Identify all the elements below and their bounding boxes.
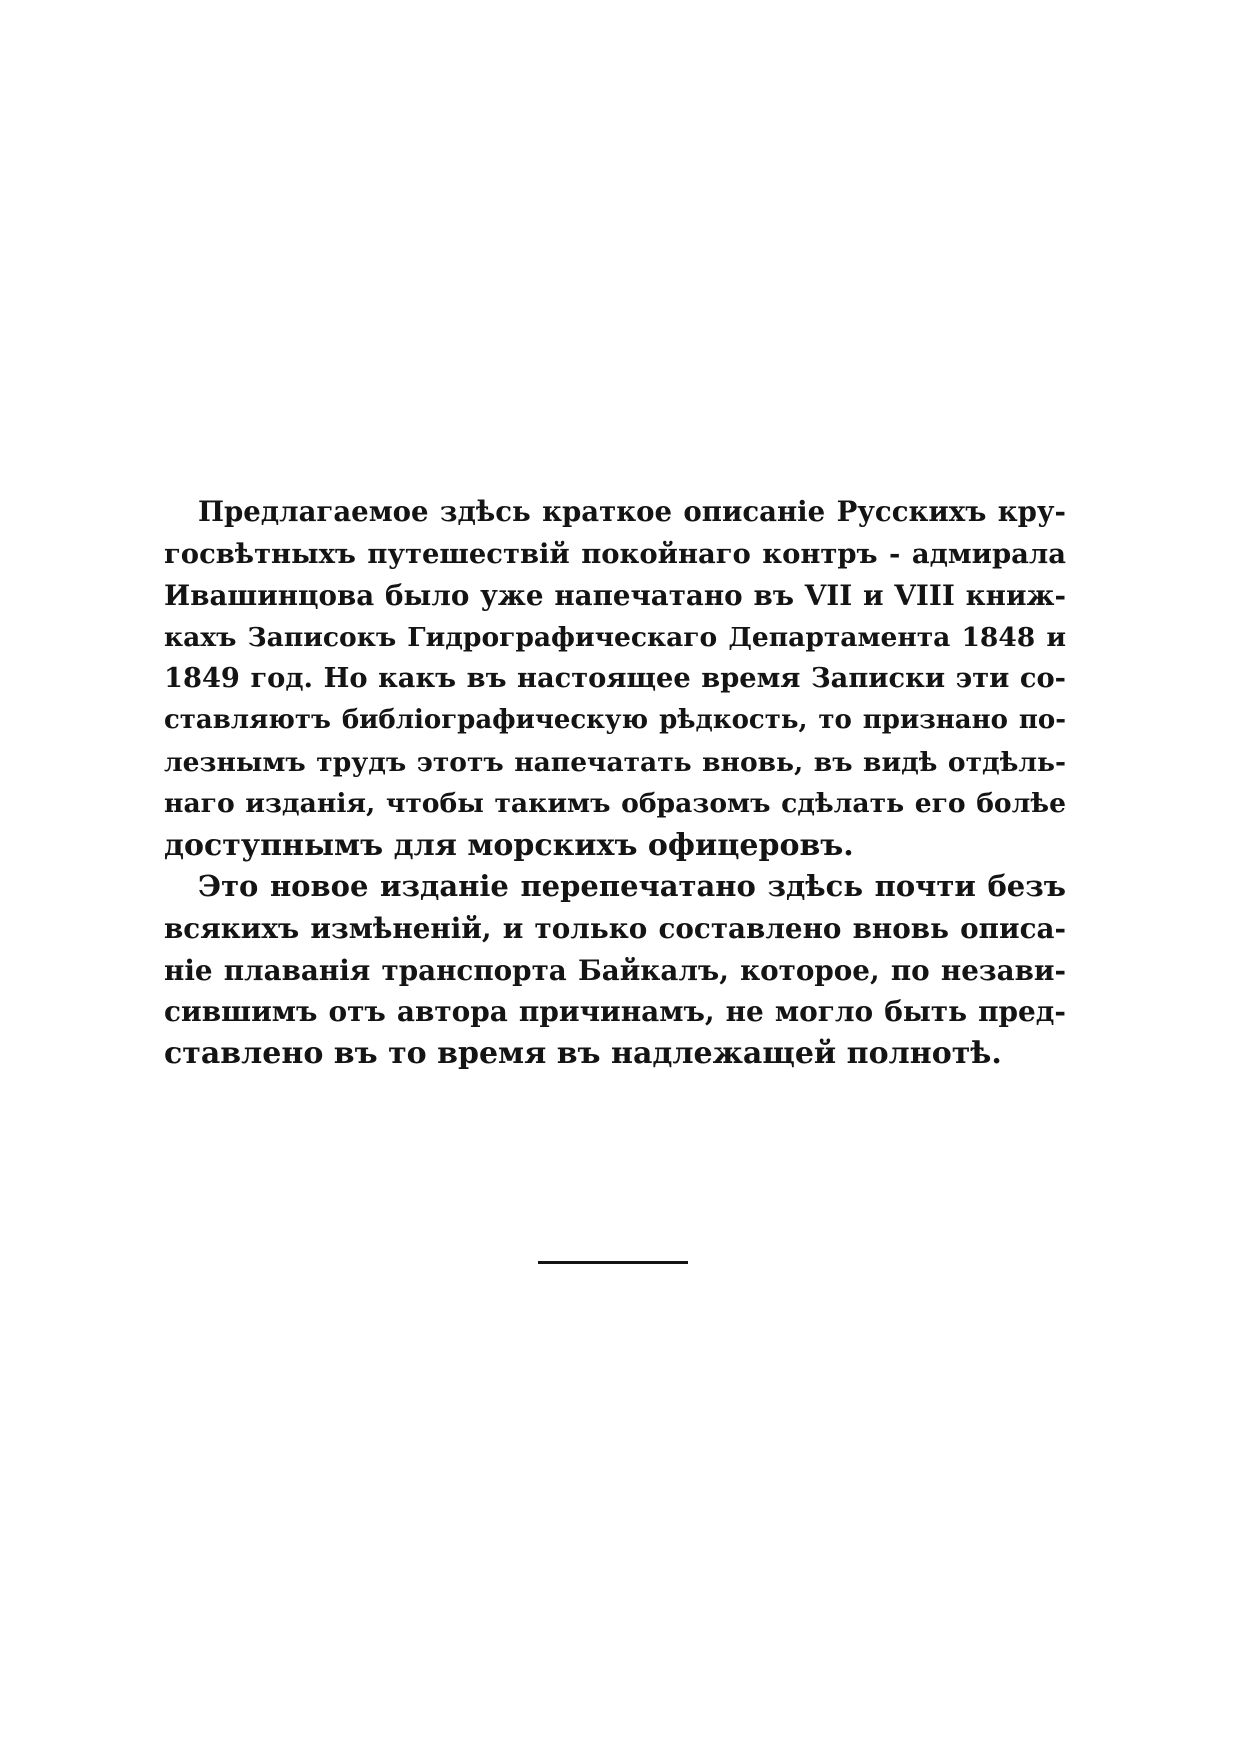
- text-line: ставлено въ то время въ надлежащей полнотѣ.: [164, 1035, 1002, 1071]
- text-line: госвѣтныхъ путешествій покойнаго контръ - адмирала: [164, 537, 1066, 570]
- text-line: сившимъ отъ автора причинамъ, не могло быть пред-: [164, 995, 1066, 1029]
- paragraph-2: [164, 866, 1066, 1074]
- text-line: ніе плаванія транспорта Байкалъ, которое, по незави-: [164, 953, 1066, 987]
- text-line: ставляютъ библіографическую рѣдкость, то признано по-: [164, 704, 1066, 735]
- text-line: 1849 год. Но какъ въ настоящее время Записки эти со-: [164, 662, 1066, 695]
- paragraph-1: [164, 492, 1066, 866]
- text-line: лезнымъ трудъ этотъ напечатать вновь, въ видѣ отдѣль-: [164, 746, 1066, 778]
- text-line: Предлагаемое здѣсь краткое описаніе Русскихъ кру-: [198, 496, 1066, 528]
- text-line: Ивашинцова было уже напечатано въ VII и VIII книж-: [164, 579, 1066, 613]
- text-line: всякихъ измѣненій, и только составлено вновь описа-: [164, 911, 1066, 945]
- separator-rule: [538, 1261, 688, 1264]
- text-line: наго изданія, чтобы такимъ образомъ сдѣлать его болѣе: [164, 788, 1066, 820]
- text-line: кахъ Записокъ Гидрографическаго Департамента 1848 и: [164, 621, 1066, 653]
- body-text: [164, 492, 1066, 1074]
- text-line: доступнымъ для морскихъ офицеровъ.: [164, 827, 854, 863]
- text-line: Это новое изданіе перепечатано здѣсь почти безъ: [198, 869, 1066, 904]
